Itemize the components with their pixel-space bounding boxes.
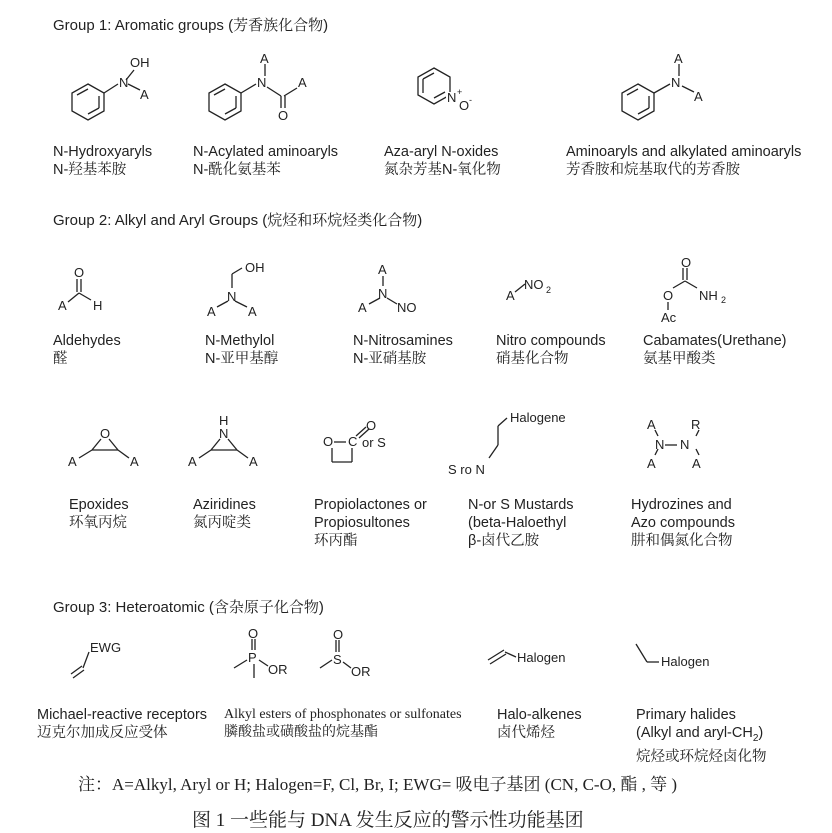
label-zh: 迈克尔加成反应受体 [37, 725, 168, 741]
ewg-label: EWG [90, 640, 122, 655]
h-atom: H [219, 413, 229, 428]
label-zh: 芳香胺和烷基取代的芳香胺 [566, 162, 740, 178]
sulfonate-structure [318, 627, 398, 685]
o-atom: O [323, 434, 334, 449]
a-atom: A [249, 454, 258, 469]
label-en: Propiolactones or [314, 497, 427, 513]
group-1-title: Group 1: Aromatic groups (芳香族化合物) [53, 17, 329, 34]
label-en: Nitro compounds [496, 333, 606, 349]
label-zh: 氮杂芳基N-氧化物 [384, 162, 501, 178]
subscript: 2 [721, 295, 727, 305]
label-n-methylol [205, 332, 278, 368]
halo-alkene-structure [484, 642, 584, 677]
n-atom: N [671, 75, 681, 90]
o-minus-atom: O [459, 98, 470, 113]
label-zh: 卤代烯烃 [497, 725, 555, 741]
a-atom: A [68, 454, 77, 469]
no-group: NO [397, 300, 417, 315]
s-or-n-label: S ro N [448, 462, 485, 477]
label-hydrazines [631, 496, 735, 550]
n-atom: N [378, 286, 388, 301]
group-3-title: Group 3: Heteroatomic (含杂原子化合物) [53, 599, 324, 616]
a-atom: A [694, 89, 703, 104]
propiolactone-structure [318, 418, 413, 478]
a-atom: A [647, 417, 656, 432]
o-atom: O [366, 418, 377, 433]
ac-group: Ac [661, 310, 677, 325]
n-atom: N [219, 426, 229, 441]
label-epoxides [69, 496, 129, 532]
p-atom: P [248, 650, 257, 665]
a-atom: A [298, 75, 307, 90]
label-en-line2-text: (Alkyl and aryl-CH [636, 725, 753, 741]
n-acylated-aminoaryl-structure [205, 52, 335, 137]
o-atom: O [663, 288, 674, 303]
halogen-label: Halogen [661, 654, 710, 669]
aza-aryl-n-oxide-structure [412, 62, 502, 132]
label-mustards [468, 496, 574, 550]
halogene-label: Halogene [510, 410, 566, 425]
or-group: OR [268, 662, 288, 677]
oh-atom: OH [245, 260, 265, 275]
o-atom: O [333, 627, 344, 642]
n-nitrosamine-structure [355, 262, 435, 322]
label-zh: β-卤代乙胺 [468, 533, 540, 549]
label-en: N-or S Mustards [468, 497, 574, 513]
label-en: Halo-alkenes [497, 707, 582, 723]
h-atom: H [93, 298, 103, 313]
label-zh: 硝基化合物 [496, 351, 569, 367]
n-methylol-structure [205, 255, 285, 320]
epoxide-structure [62, 415, 152, 475]
label-en: Alkyl esters of phosphonates or sulfonates [224, 707, 462, 722]
label-zh: N-羟基苯胺 [53, 162, 127, 178]
primary-halide-structure [633, 642, 733, 682]
label-zh: N-亚硝基胺 [353, 351, 427, 367]
label-alkyl-esters [224, 706, 462, 742]
label-zh: 环丙酯 [314, 533, 358, 549]
phosphonate-structure [228, 626, 308, 686]
nh2-group: NH [699, 288, 718, 303]
r-atom: R [691, 417, 701, 432]
label-zh: 肼和偶氮化合物 [631, 533, 733, 549]
label-zh: 膦酸盐或磺酸盐的烷基酯 [224, 725, 378, 740]
label-en: N-Hydroxyaryls [53, 144, 153, 160]
label-aziridines [193, 496, 256, 532]
label-en: Hydrozines and [631, 497, 732, 513]
n-atom: N [655, 437, 665, 452]
michael-acceptor-structure [68, 636, 138, 686]
n-plus-atom: N [447, 90, 457, 105]
label-en: Cabamates(Urethane) [643, 333, 787, 349]
a-atom: A [130, 454, 139, 469]
label-en: Michael-reactive receptors [37, 707, 208, 723]
n-atom: N [119, 75, 129, 90]
label-michael-acceptors [37, 706, 207, 742]
label-primary-halides [636, 706, 767, 766]
label-en: N-Nitrosamines [353, 333, 453, 349]
n-atom: N [257, 75, 267, 90]
label-en-line2-end: ) [758, 725, 764, 741]
label-en-line2: (beta-Haloethyl [468, 515, 567, 531]
a-atom: A [692, 456, 701, 471]
label-halo-alkenes [497, 706, 582, 742]
o-atom: O [74, 265, 85, 280]
nitro-structure [505, 272, 575, 312]
a-atom: A [358, 300, 367, 315]
label-n-acylated-aminoaryls [193, 143, 338, 179]
label-en: Aza-aryl N-oxides [384, 144, 499, 160]
label-aminoaryls [566, 143, 801, 179]
label-en: Primary halides [636, 707, 736, 723]
o-atom: O [248, 626, 259, 641]
o-atom: O [100, 426, 111, 441]
label-en: Aminoaryls and alkylated aminoaryls [566, 144, 802, 160]
label-zh: 氨基甲酸类 [643, 351, 716, 367]
label-en: Aziridines [193, 497, 256, 513]
subscript: 2 [752, 732, 759, 744]
o-atom: O [681, 255, 692, 270]
s-atom: S [333, 652, 342, 667]
o-atom: O [278, 108, 289, 123]
label-nitro-compounds [496, 332, 606, 368]
a-atom: A [58, 298, 67, 313]
label-propiolactones [314, 496, 427, 550]
a-atom: A [207, 304, 216, 319]
carbamate-structure [655, 252, 750, 327]
label-zh: N-亚甲基醇 [205, 351, 279, 367]
no2-group: NO [524, 277, 544, 292]
label-n-nitrosamines [353, 332, 453, 368]
label-en: N-Acylated aminoaryls [193, 144, 339, 160]
a-atom: A [378, 262, 387, 277]
figure-caption: 图 1 一些能与 DNA 发生反应的警示性功能基团 [192, 810, 584, 831]
a-atom: A [506, 288, 515, 303]
a-atom: A [674, 51, 683, 66]
label-en-line2 [636, 724, 767, 748]
label-zh: 烷烃或环烷烃卤化物 [636, 748, 767, 765]
aziridine-structure [183, 413, 273, 475]
or-group: OR [351, 664, 371, 679]
label-zh: N-酰化氨基苯 [193, 162, 281, 178]
label-en: Epoxides [69, 497, 129, 513]
a-atom: A [140, 87, 149, 102]
group-2-title: Group 2: Alkyl and Aryl Groups (烷烃和环烷烃类化合物) [53, 212, 423, 229]
a-atom: A [647, 456, 656, 471]
aldehyde-structure [55, 262, 115, 322]
hydrazine-structure [643, 413, 733, 478]
halogen-label: Halogen [517, 650, 566, 665]
a-atom: A [248, 304, 257, 319]
oh-atom: OH [130, 55, 150, 70]
label-aza-aryl-n-oxides [384, 143, 501, 179]
label-en: Aldehydes [53, 333, 121, 349]
mustard-structure [447, 408, 567, 478]
label-n-hydroxyaryls [53, 143, 152, 179]
label-zh: 醛 [53, 351, 68, 367]
aminoaryl-structure [618, 52, 728, 137]
label-carbamates [643, 332, 786, 368]
label-en-line2: Azo compounds [631, 515, 735, 531]
n-atom: N [680, 437, 690, 452]
footnote: 注：A=Alkyl, Aryl or H; Halogen=F, Cl, Br, I; EWG= 吸电子基团 (CN, C-O, 酯 , 等 ) [78, 775, 678, 794]
c-atom: C [348, 434, 358, 449]
a-atom: A [188, 454, 197, 469]
plus-charge: + [457, 87, 463, 97]
label-en: N-Methylol [205, 333, 275, 349]
subscript: 2 [546, 285, 552, 295]
n-atom: N [227, 289, 237, 304]
label-zh: 氮丙啶类 [193, 515, 251, 531]
or-s-text: or S [362, 435, 386, 450]
minus-charge: - [469, 95, 472, 105]
a-atom: A [260, 51, 269, 66]
label-en-line2: Propiosultones [314, 515, 410, 531]
n-hydroxyaryl-structure [68, 52, 168, 137]
label-aldehydes [53, 332, 121, 368]
label-zh: 环氧丙烷 [69, 515, 127, 531]
